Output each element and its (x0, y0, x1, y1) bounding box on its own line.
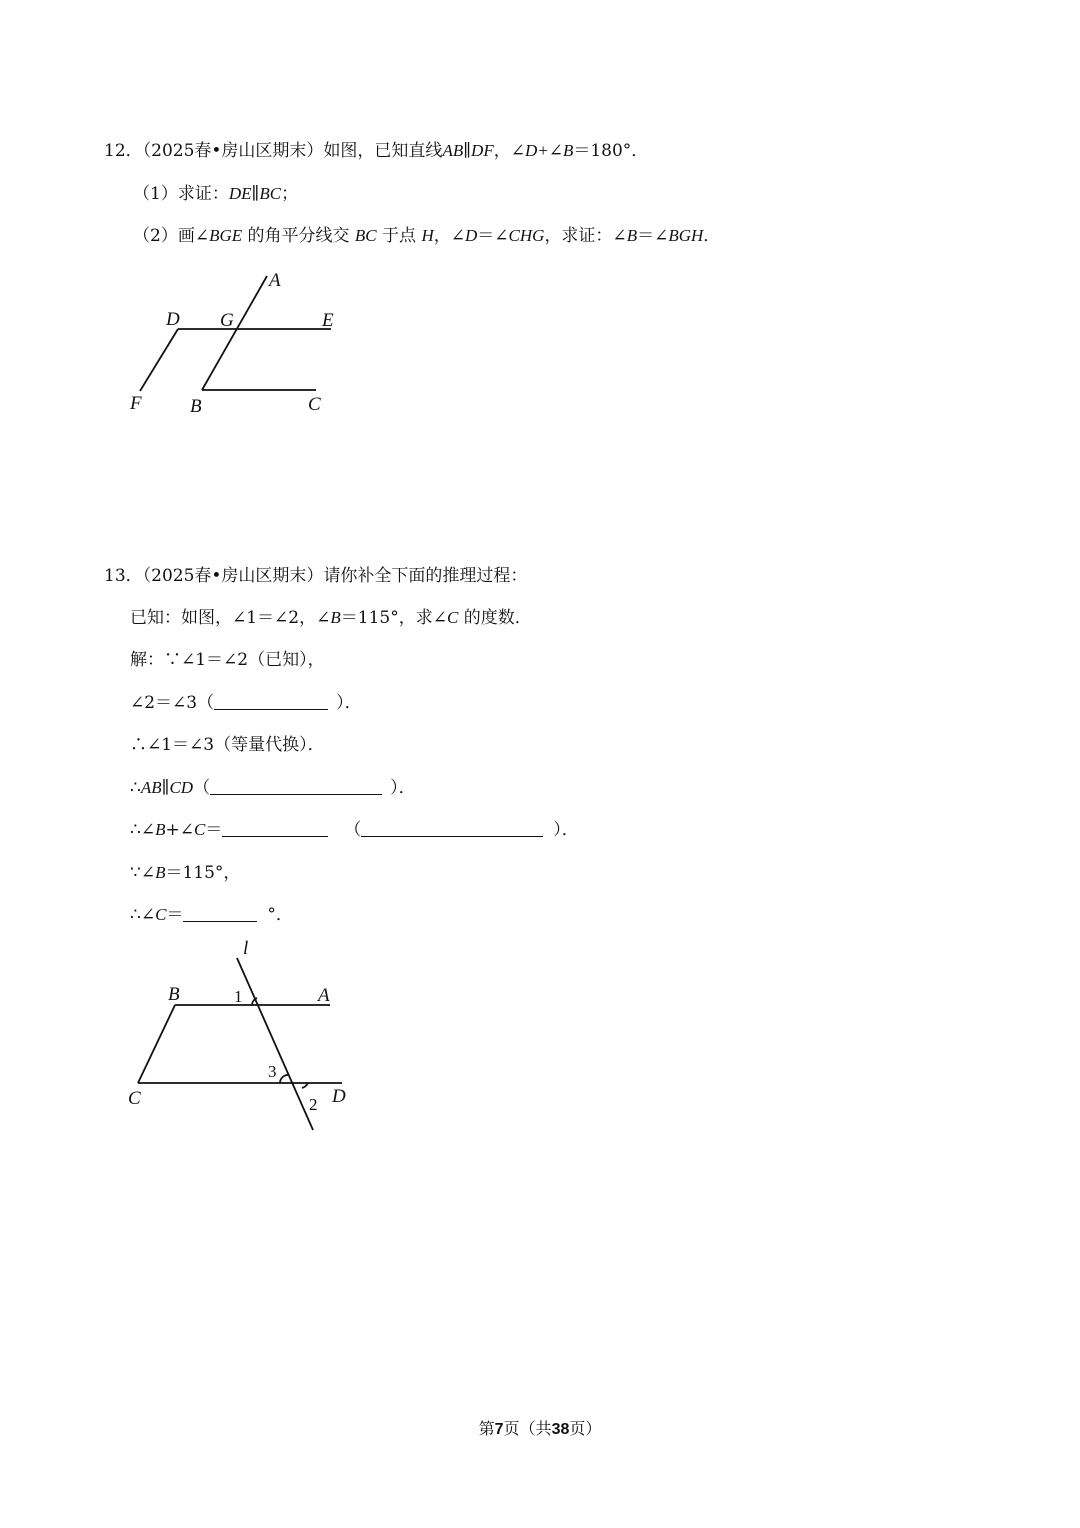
q13-step-4-end: ）． (390, 778, 416, 798)
q13-step-7-text: ＝ (166, 905, 184, 925)
q13-known-c: C (446, 608, 459, 627)
q12-label-b: B (190, 396, 202, 417)
q12-stem-text: 如图，已知直线 (323, 141, 443, 161)
q12-part2-chg: CHG (508, 226, 545, 245)
page-total: 38 (551, 1421, 570, 1438)
q13-step-5-text: ＝ (205, 820, 223, 840)
q13-step-3-text: ∴∠1＝∠3（等量代换）． (130, 735, 325, 755)
q13-label-3: 3 (268, 1062, 277, 1081)
q13-step-5-text: （ (344, 820, 362, 840)
q12-part2-end: ． (703, 226, 721, 246)
q13-known-b: B (330, 608, 341, 627)
q12-label-f: F (130, 393, 142, 414)
q13-step-7-c: C (155, 905, 167, 924)
q13-angle-3-arc (280, 1075, 288, 1083)
q13-label-l: l (243, 938, 249, 959)
q13-step-2-end: ）． (336, 693, 362, 713)
footer-text: 页（共 (503, 1419, 552, 1438)
q13-label-1: 1 (234, 987, 243, 1006)
q13-step-5-b: B (155, 820, 166, 839)
q13-step-6-b: B (155, 863, 166, 882)
q13-label-b: B (168, 984, 180, 1005)
q12-part2-text: ＝∠ (477, 226, 509, 246)
q13-label-2: 2 (309, 1095, 318, 1114)
footer-text: 第 (478, 1419, 495, 1438)
q12-part2-text: 于点 (376, 226, 422, 246)
q13-step-5-text: +∠ (165, 820, 194, 840)
q12-cond-eq: ＝180°． (573, 141, 649, 161)
q12-label-g: G (220, 310, 234, 331)
q13-step-1-text: 解：∵∠1＝∠2（已知）， (130, 650, 325, 670)
q13-step-4-text: （ (193, 778, 211, 798)
q13-known-text: 已知：如图，∠1＝∠2，∠ (130, 608, 331, 628)
q13-known-text: 的度数． (458, 608, 532, 628)
q13-step-7-end: °． (267, 905, 293, 925)
page-number: 7 (494, 1421, 504, 1438)
q12-part2-b: B (626, 226, 638, 245)
q12-part1-end: ； (281, 184, 299, 204)
q12-source: （2025春•房山区期末） (142, 141, 324, 161)
q13-line-l (237, 958, 313, 1130)
q13-label-d: D (332, 1086, 346, 1107)
q12-label-d: D (166, 309, 180, 330)
q13-line-bc (138, 1005, 175, 1083)
q12-part2-bc: BC (354, 226, 377, 245)
q12-part2-bge: BGE (209, 226, 243, 245)
q12-comma: ， (493, 141, 511, 161)
q12-label-e: E (322, 310, 334, 331)
q13-step-4-ab-cd: AB∥CD (140, 778, 194, 797)
q13-step-7-text: ∴∠ (130, 905, 156, 925)
q13-step-2-text: ∠2＝∠3（ (130, 693, 215, 713)
q13-step-5-c: C (193, 820, 206, 839)
q12-part2-label: （2）画∠ (133, 226, 210, 246)
q13-step-5-end: ）． (553, 820, 579, 840)
q12-part1-math: DE∥BC (228, 184, 282, 203)
q13-step-6-text: ∵∠ (130, 863, 156, 883)
q12-part2-bgh: BGH (668, 226, 704, 245)
q13-source: （2025春•房山区期末） (142, 566, 324, 586)
q13-step-4-text: ∴ (130, 778, 141, 798)
q12-ab-df: AB∥DF (442, 141, 494, 160)
q12-label-a: A (269, 270, 281, 291)
q13-label-a: A (318, 985, 330, 1006)
q13-stem-text: 请你补全下面的推理过程： (323, 566, 528, 586)
q12-part1-label: （1）求证： (133, 184, 229, 204)
q13-label-c: C (128, 1088, 141, 1109)
q12-number: 12． (104, 141, 143, 161)
q13-known-text: ＝115°，求∠ (340, 608, 447, 628)
q12-part2-d: D (465, 226, 478, 245)
footer-text: 页） (569, 1419, 602, 1438)
q12-cond-angles: ∠D+∠B (510, 141, 574, 160)
page-footer (0, 1416, 1080, 1439)
q13-step-5-text: ∴∠ (130, 820, 156, 840)
q12-part2-text: 的角平分线交 (242, 226, 355, 246)
q13-step-6-text: ＝115°， (165, 863, 241, 883)
q12-part2-text: ＝∠ (637, 226, 669, 246)
q12-label-c: C (308, 394, 321, 415)
q12-part2-text: ，求证：∠ (544, 226, 627, 246)
q13-number: 13． (104, 566, 143, 586)
q12-part2-h: H (421, 226, 434, 245)
q12-part2-text: ，∠ (433, 226, 465, 246)
